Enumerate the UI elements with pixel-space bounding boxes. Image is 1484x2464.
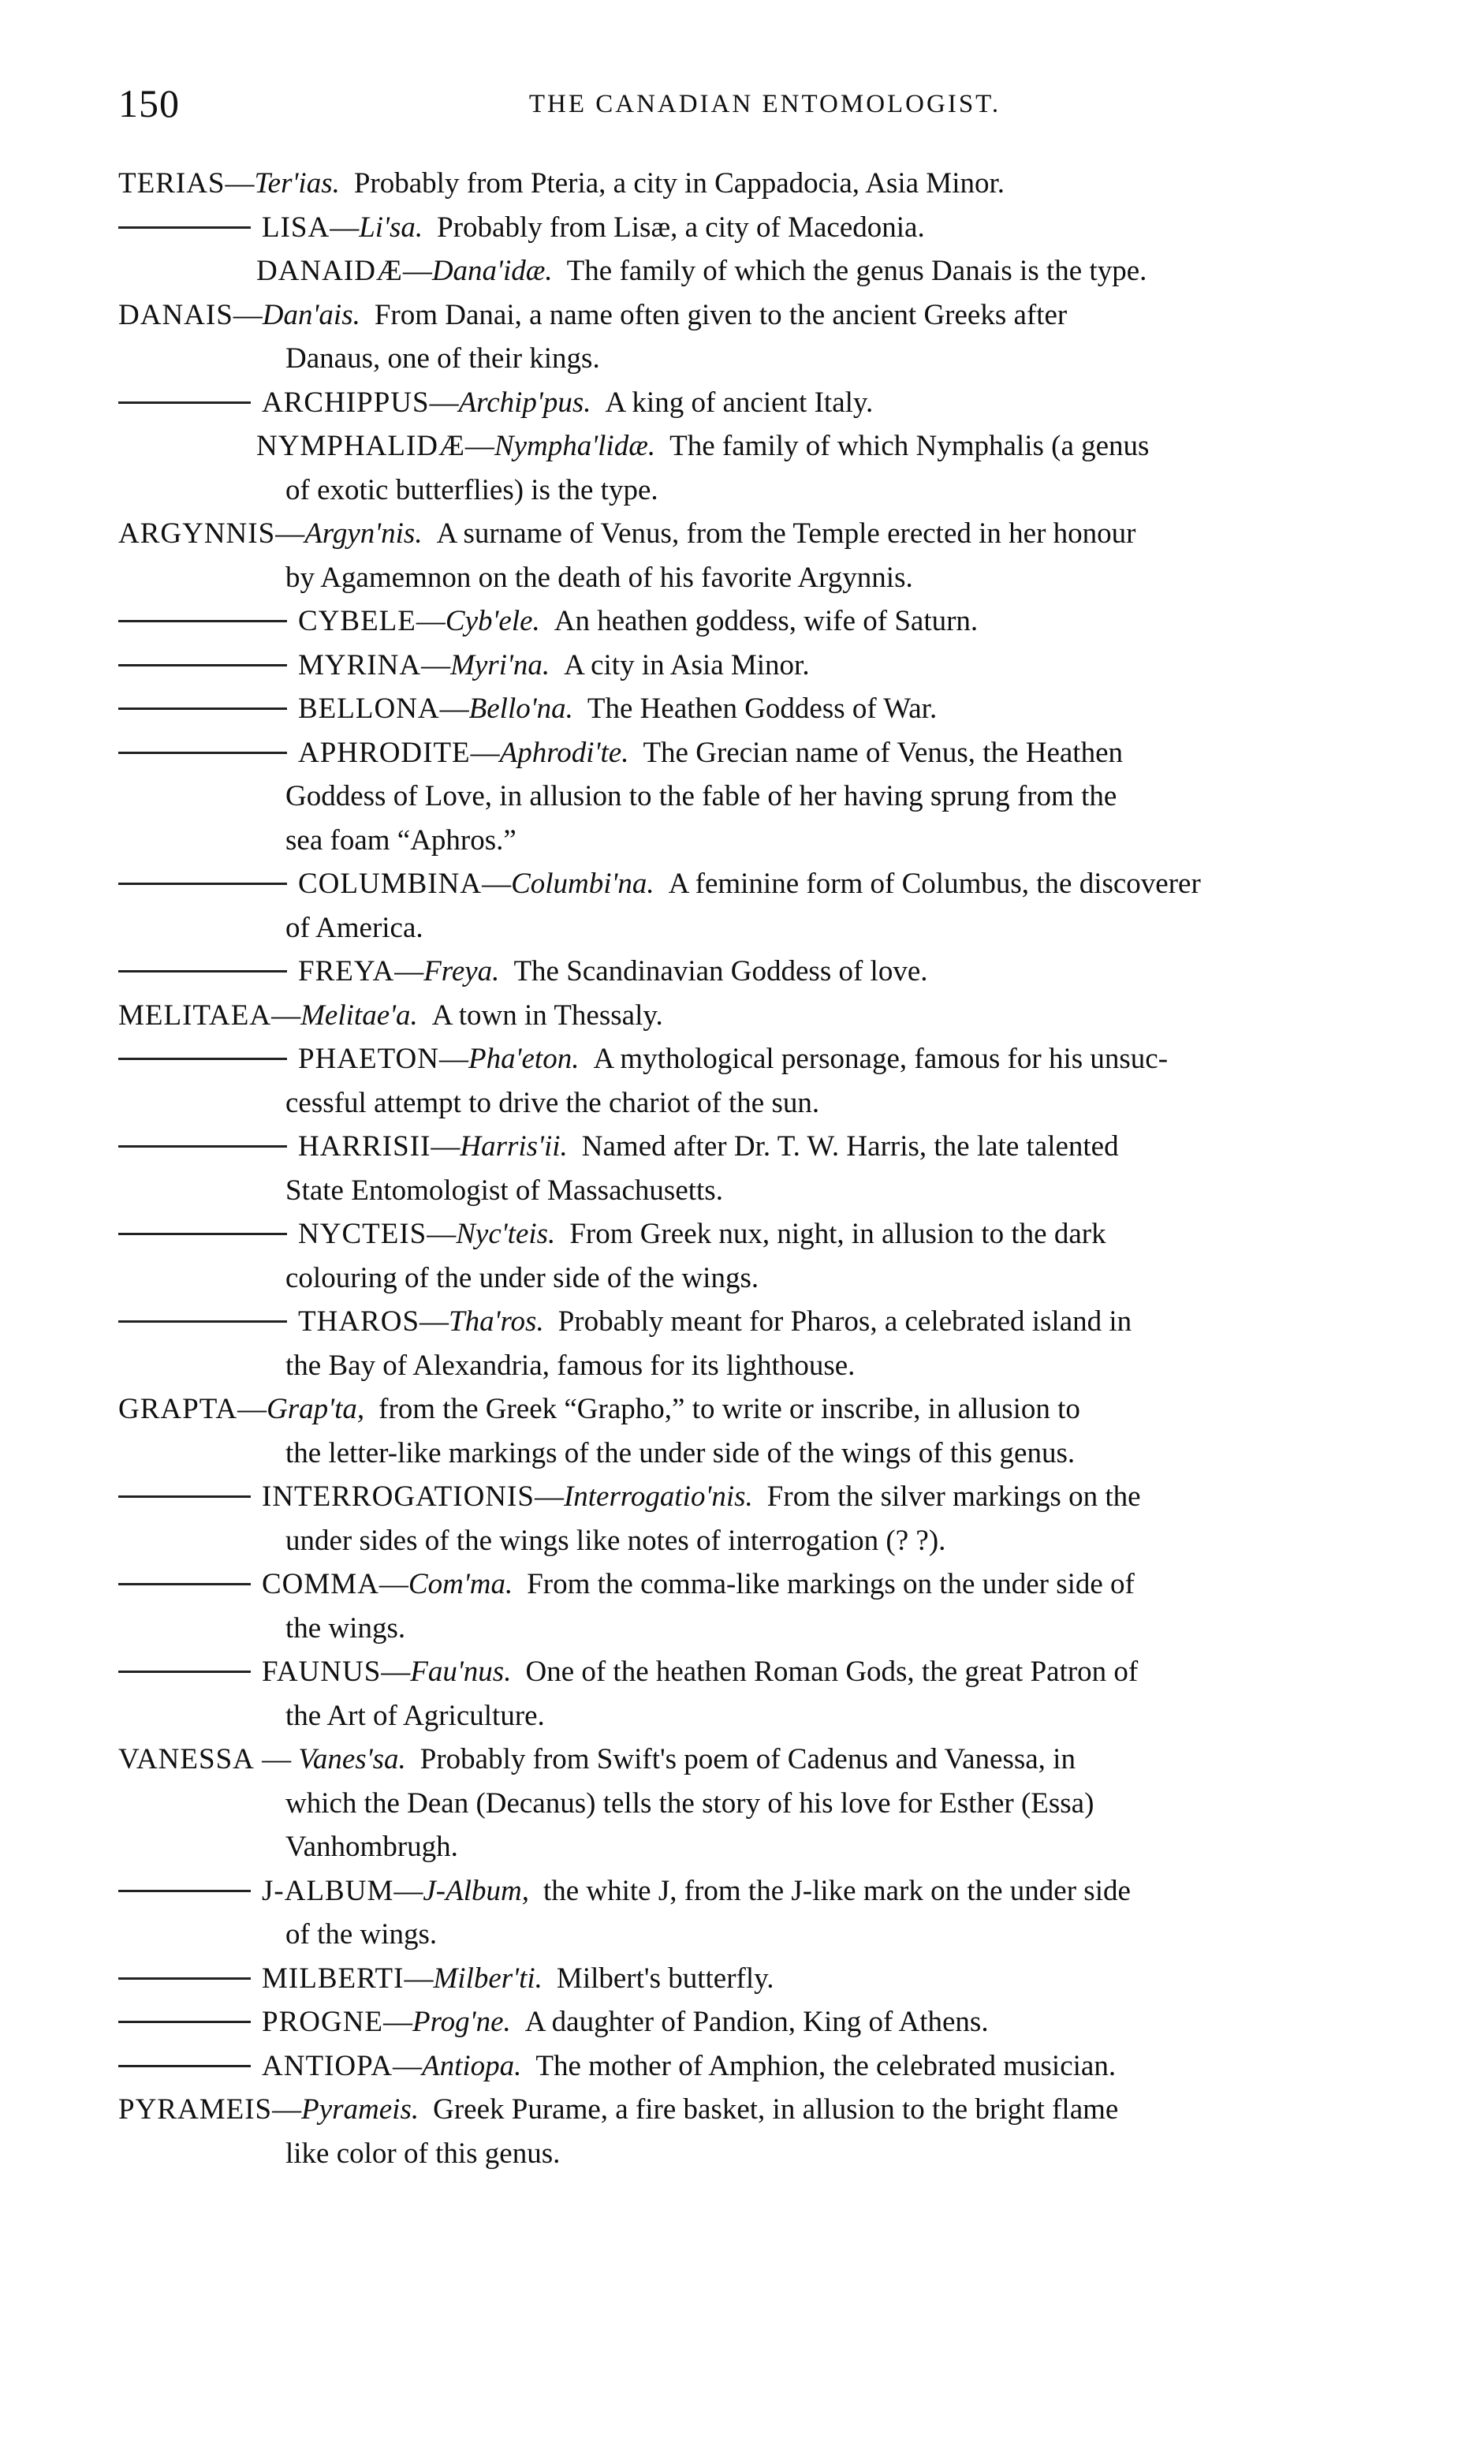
entry-pronunciation: Archip'pus. [458,386,591,419]
genus-entry [118,293,1419,381]
running-header [118,80,1411,131]
family-entry [118,249,1419,293]
entry-pronunciation: Cyb'ele. [445,605,540,637]
entry-name: ARGYNNIS [118,517,276,550]
entry-first-line [118,2088,1419,2132]
ditto-rule [118,2021,251,2023]
entry-definition: The Heathen Goddess of War. [587,693,938,725]
entry-name: PYRAMEIS [118,2093,273,2126]
entry-first-line [118,424,1419,469]
entry-separator: — [275,517,305,550]
entry-first-line [118,381,1419,425]
entry-first-line [118,862,1419,906]
entry-continuation-line: of the wings. [285,1918,438,1951]
family-entry [118,424,1419,512]
entry-separator: — [431,1130,460,1163]
entry-definition: Milbert's butterfly. [556,1962,774,1995]
species-entry [118,381,1419,425]
species-entry [118,206,1419,250]
genus-entry [118,2088,1419,2175]
entry-definition: Probably from Pteria, a city in Cappadocia, Asia Minor. [353,167,1005,200]
entry-pronunciation: Interrogatio'nis. [563,1480,753,1513]
page-number: 150 [118,81,180,125]
entry-definition: A city in Asia Minor. [564,648,810,681]
species-entry [118,687,1419,731]
entry-continuation-line: Vanhombrugh. [285,1831,458,1863]
entry-name: J-ALBUM [262,1874,394,1907]
entry-name: FREYA [298,955,395,987]
entry-definition: A town in Thessaly. [431,999,663,1032]
entry-definition: From the comma-like markings on the under side of [527,1568,1135,1600]
ditto-rule [118,1583,251,1585]
ditto-rule [118,226,251,229]
entry-continuation-line: the Art of Agriculture. [285,1699,545,1732]
ditto-rule [118,752,287,754]
entry-continuation-line: of America. [285,911,423,944]
entry-separator: — [429,386,459,419]
entry-pronunciation: Li'sa. [359,211,423,244]
entry-pronunciation: Vanes'sa. [298,1743,406,1775]
glossary-entries [118,162,1419,2175]
ditto-rule [118,1320,287,1323]
entry-separator: — [470,736,500,769]
species-entry [118,1125,1419,1212]
entry-separator: — [464,430,494,462]
entry-first-line [118,1037,1419,1081]
entry-name: DANAIS [118,298,233,331]
entry-first-line [118,1475,1419,1519]
species-entry [118,1300,1419,1387]
entry-continuation-line: colouring of the under side of the wings. [285,1261,759,1294]
species-entry [118,1650,1419,1738]
entry-pronunciation: Myri'na. [450,648,550,681]
ditto-rule [118,401,251,404]
species-entry [118,1212,1419,1300]
genus-entry [118,994,1419,1038]
entry-definition: From Danai, a name often given to the ancient Greeks after [374,298,1068,331]
entry-first-line [118,950,1419,994]
entry-separator: — [272,2093,302,2126]
entry-continuation-line: sea foam “Aphros.” [285,823,516,857]
entry-definition: A feminine form of Columbus, the discoverer [668,868,1201,900]
entry-separator: — [439,693,469,725]
entry-first-line [118,1650,1419,1694]
entry-separator: — [237,1393,267,1425]
genus-entry [118,512,1419,599]
entry-separator: — [394,955,424,987]
ditto-rule [118,707,287,710]
entry-pronunciation: Ter'ias. [254,167,340,200]
species-entry [118,599,1419,644]
entry-pronunciation: Harris'ii. [460,1130,568,1163]
entry-pronunciation: Melitae'a. [300,999,418,1032]
entry-separator: — [393,1874,423,1907]
entry-pronunciation: Freya. [423,955,500,987]
entry-first-line [118,1212,1419,1256]
genus-entry [118,1387,1419,1475]
entry-definition: A king of ancient Italy. [605,386,874,419]
entry-name: CYBELE [298,605,416,637]
entry-separator: — [427,1218,457,1250]
entry-name: ARCHIPPUS [262,386,430,419]
entry-first-line [118,2044,1419,2089]
entry-name: COMMA [262,1568,379,1600]
entry-separator: — [404,1962,434,1995]
species-entry [118,1562,1419,1650]
entry-name: MELITAEA [118,999,272,1032]
entry-pronunciation: Fau'nus. [410,1656,512,1688]
entry-pronunciation: Columbi'na. [511,868,654,900]
entry-definition: from the Greek “Grapho,” to write or inscribe, in allusion to [378,1393,1080,1425]
entry-continuation-line: by Agamemnon on the death of his favorite Argynnis. [285,561,913,594]
running-title: THE CANADIAN ENTOMOLOGIST. [528,90,1001,118]
entry-continuation-line: the wings. [285,1611,406,1645]
entry-definition: From Greek nux, night, in allusion to the dark [569,1218,1106,1250]
ditto-rule [118,1495,251,1498]
entry-definition: Named after Dr. T. W. Harris, the late talented [581,1130,1119,1163]
entry-pronunciation: Pyrameis. [301,2093,419,2126]
species-entry [118,950,1419,994]
genus-entry [118,162,1419,206]
entry-pronunciation: Tha'ros. [449,1305,544,1338]
entry-name: PROGNE [262,2006,384,2038]
entry-name: VANESSA [118,1743,255,1775]
ditto-rule [118,1145,287,1148]
entry-first-line [118,644,1419,688]
entry-first-line [118,599,1419,644]
entry-name: BELLONA [298,693,440,725]
entry-pronunciation: Aphrodi'te. [499,736,629,769]
entry-definition: The mother of Amphion, the celebrated musician. [535,2049,1117,2082]
entry-first-line [118,162,1419,206]
species-entry [118,731,1419,863]
entry-separator: — [383,2006,413,2038]
entry-pronunciation: Nyc'teis. [456,1218,556,1250]
entry-definition: One of the heathen Roman Gods, the great Patron of [525,1656,1139,1688]
entry-first-line [118,249,1419,293]
entry-pronunciation: Grap'ta, [267,1393,365,1425]
entry-name: COLUMBINA [298,868,483,900]
entry-pronunciation: Dan'ais. [262,298,360,331]
ditto-rule [118,1058,287,1060]
entry-name: MYRINA [298,648,422,681]
entry-continuation-line: cessful attempt to drive the chariot of the sun. [285,1086,820,1119]
entry-definition: the white J, from the J-like mark on the under side [543,1874,1131,1907]
entry-first-line [118,1562,1419,1607]
entry-separator: — [392,2049,422,2082]
entry-first-line [118,206,1419,250]
entry-continuation-line: Goddess of Love, in allusion to the fable of her having sprung from the [285,780,1117,812]
entry-pronunciation: Dana'idæ. [431,255,553,287]
entry-first-line [118,1300,1419,1344]
entry-pronunciation: Argyn'nis. [304,517,423,550]
entry-first-line [118,1387,1419,1432]
entry-first-line [118,293,1419,338]
species-entry [118,644,1419,688]
ditto-rule [118,1890,251,1892]
entry-name: THAROS [298,1305,420,1338]
entry-name: TERIAS [118,167,226,200]
entry-definition: The Grecian name of Venus, the Heathen [643,736,1124,769]
entry-definition: Probably meant for Pharos, a celebrated island in [557,1305,1132,1338]
entry-name: HARRISII [298,1130,431,1163]
ditto-rule [118,620,287,622]
entry-name: ANTIOPA [262,2049,393,2082]
entry-name: NYCTEIS [298,1218,427,1250]
species-entry [118,1957,1419,2001]
species-entry [118,1475,1419,1562]
species-entry [118,1037,1419,1125]
species-entry [118,2044,1419,2089]
entry-name: APHRODITE [298,736,471,769]
entry-definition: Probably from Lisæ, a city of Macedonia. [437,211,925,244]
entry-pronunciation: Com'ma. [408,1568,513,1600]
entry-first-line [118,1957,1419,2001]
entry-definition: Probably from Swift's poem of Cadenus and Vanessa, in [419,1743,1076,1775]
ditto-rule [118,1977,251,1980]
entry-name: GRAPTA [118,1393,238,1425]
entry-separator: — [225,167,255,200]
ditto-rule [118,970,287,973]
ditto-rule [118,1671,251,1673]
entry-definition: The family of which Nymphalis (a genus [669,430,1150,462]
ditto-rule [118,664,287,666]
entry-pronunciation: Prog'ne. [412,2006,511,2038]
species-entry [118,1869,1419,1957]
entry-separator: — [419,1305,449,1338]
genus-entry [118,1738,1419,1869]
entry-separator: — [330,211,360,244]
entry-name: LISA [262,211,330,244]
entry-first-line [118,731,1419,775]
entry-first-line [118,2000,1419,2044]
entry-continuation-line: which the Dean (Decanus) tells the story of his love for Esther (Essa) [285,1786,1094,1820]
entry-separator: — [381,1656,411,1688]
ditto-rule [118,883,287,885]
entry-separator: — [254,1743,299,1775]
entry-separator: — [534,1480,564,1513]
entry-first-line [118,1125,1419,1169]
entry-separator: — [271,999,301,1032]
entry-definition: A surname of Venus, from the Temple erected in her honour [436,517,1136,550]
entry-definition: The family of which the genus Danais is the type. [566,255,1147,287]
entry-first-line [118,687,1419,731]
entry-definition: A daughter of Pandion, King of Athens. [524,2006,989,2038]
entry-continuation-line: of exotic butterflies) is the type. [285,473,658,506]
entry-pronunciation: J-Album, [423,1874,529,1907]
entry-definition: Greek Purame, a fire basket, in allusion to the bright flame [433,2093,1119,2126]
entry-name: MILBERTI [262,1962,405,1995]
species-entry [118,2000,1419,2044]
entry-name: NYMPHALIDÆ [256,430,465,462]
entry-first-line [118,1738,1419,1782]
entry-continuation-line: the Bay of Alexandria, famous for its lighthouse. [285,1349,856,1382]
entry-first-line [118,512,1419,556]
entry-first-line [118,1869,1419,1913]
entry-separator: — [482,868,512,900]
entry-definition: From the silver markings on the [766,1480,1141,1513]
entry-separator: — [233,298,263,331]
entry-continuation-line: the letter-like markings of the under side of the wings of this genus. [285,1436,1076,1469]
entry-pronunciation: Bello'na. [468,693,573,725]
entry-first-line [118,994,1419,1038]
species-entry [118,862,1419,950]
entry-separator: — [439,1043,468,1075]
entry-separator: — [402,255,432,287]
entry-definition: A mythological personage, famous for his unsuc- [593,1043,1169,1075]
entry-pronunciation: Milber'ti. [433,1962,543,1995]
entry-name: FAUNUS [262,1656,382,1688]
entry-continuation-line: State Entomologist of Massachusetts. [285,1174,723,1207]
entry-continuation-line: like color of this genus. [285,2137,561,2170]
entry-definition: The Scandinavian Goddess of love. [513,955,928,987]
entry-pronunciation: Pha'eton. [468,1043,580,1075]
ditto-rule [118,1233,287,1235]
entry-pronunciation: Antiopa. [421,2049,522,2082]
entry-pronunciation: Nympha'lidæ. [494,430,656,462]
entry-name: INTERROGATIONIS [262,1480,535,1513]
entry-continuation-line: under sides of the wings like notes of interrogation (? ?). [285,1524,946,1557]
entry-separator: — [416,605,446,637]
entry-name: PHAETON [298,1043,439,1075]
entry-name: DANAIDÆ [256,255,403,287]
ditto-rule [118,2065,251,2067]
entry-continuation-line: Danaus, one of their kings. [285,342,600,375]
entry-definition: An heathen goddess, wife of Saturn. [554,605,979,637]
entry-separator: — [378,1568,408,1600]
entry-separator: — [421,648,451,681]
